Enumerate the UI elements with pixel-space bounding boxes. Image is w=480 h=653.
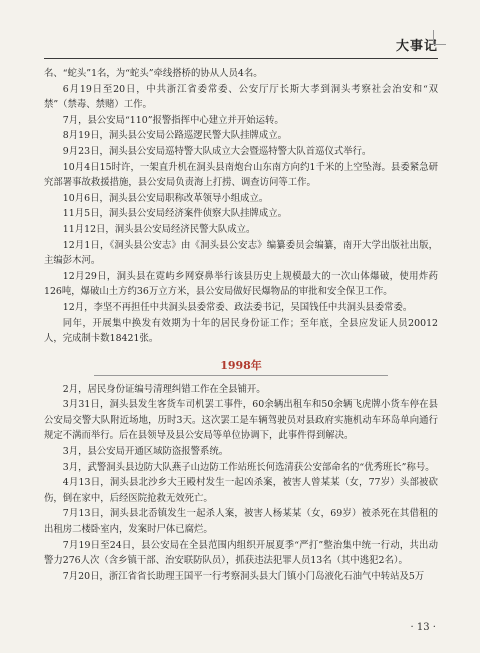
- paragraph: 名、“蛇头”1名，为“蛇头”牵线搭桥的协从人员4名。: [44, 68, 263, 79]
- paragraph-group-bottom: [44, 382, 438, 585]
- paragraph: 6月19日至20日，中共浙江省委常委、公安厅厅长斯大孝到洞头考察社会治安和“双禁”（禁毒、禁赌）工作。: [44, 83, 438, 111]
- paragraph: 10月4日15时许，一架直升机在洞头县南炮台山东南方向约1千米的上空坠海。县委紧急研究部署事故救援措施，县公安局负责海上打捞、调查访问等工作。: [44, 161, 438, 189]
- paragraph: 9月23日，洞头县公安局巡特警大队成立大会暨巡特警大队首巡仪式举行。: [62, 145, 372, 157]
- paragraph: 7月，县公安局“110”报警指挥中心建立并开始运转。: [62, 114, 284, 126]
- paragraph: 3月，县公安局开通区域防盗报警系统。: [62, 446, 229, 458]
- paragraph: 3月31日，洞头县发生客货车司机罢工事件，60余辆出租车和50余辆飞虎牌小货车停在县公安局交警大队附近场地，历时3天。这次罢工是车辆驾驶员对县政府实施机动车环岛单向通行规定不满而举行。后在县领导及县公安局等单位协调下，此事件得到解决。: [44, 399, 438, 442]
- page-content: [44, 66, 438, 584]
- paragraph: 7月13日，洞头县北岙镇发生一起杀人案，被害人杨某某（女，69岁）被杀死在其借租的出租房二楼卧室内，发案时尸体已腐烂。: [44, 508, 438, 536]
- paragraph: 11月12日，洞头县公安局经济民警大队成立。: [62, 223, 256, 235]
- paragraph: 10月6日，洞头县公安局职称改革领导小组成立。: [62, 192, 269, 204]
- paragraph: 4月13日，洞头县北沙乡大王殿村发生一起凶杀案，被害人曾某某（女，77岁）头部被砍伤，倒在家中，后经医院抢救无效死亡。: [44, 477, 438, 504]
- paragraph: 2月，居民身份证编号清理纠错工作在全县铺开。: [62, 383, 266, 395]
- paragraph: 12月29日，洞头县在霓屿乡网寮鼻举行该县历史上规模最大的一次山体爆破，使用炸药126吨，爆破山土方约36万立方米，县公安局做好民爆物品的审批和安全保卫工作。: [44, 270, 438, 298]
- paragraph: 12月1日，《洞头县公安志》由《洞头县公安志》编纂委员会编纂，南开大学出版社出版，主编彭木河。: [44, 239, 438, 267]
- paragraph: 3月，武警洞头县边防大队燕子山边防工作站班长何选清获公安部命名的“优秀班长”称号。: [62, 461, 435, 473]
- paragraph: 同年，开展集中换发有效期为十年的居民身份证工作；至年底，全县应发证人员20012人，完成制卡数18421张。: [44, 317, 438, 345]
- paragraph: 12月，李坚不再担任中共洞头县委常委、政法委书记，吴国钱任中共洞头县委常委。: [62, 301, 413, 313]
- page-number: · 13 ·: [410, 622, 436, 633]
- paragraph: 8月19日，洞头县公安局公路巡逻民警大队挂牌成立。: [62, 130, 287, 142]
- year-heading-rule: [94, 375, 388, 376]
- header-title: 大事记: [395, 39, 438, 54]
- paragraph: 11月5日，洞头县公安局经济案件侦察大队挂牌成立。: [62, 208, 287, 220]
- page-header: [44, 34, 438, 59]
- paragraph: 7月20日，浙江省省长助理王国平一行考察洞头县大门镇小门岛液化石油气中转站及5万: [62, 570, 425, 582]
- year-heading: 1998年: [220, 358, 262, 372]
- paragraph: 7月19日至24日，县公安局在全县范围内组织开展夏季“严打”整治集中统一行动，共出动警力276人次（含乡镇干部、治安联防队员），抓获违法犯罪人员13名（其中逃犯2名）。: [44, 539, 438, 567]
- header-corner-mark: [433, 30, 446, 45]
- paragraph-group-top: [44, 66, 438, 347]
